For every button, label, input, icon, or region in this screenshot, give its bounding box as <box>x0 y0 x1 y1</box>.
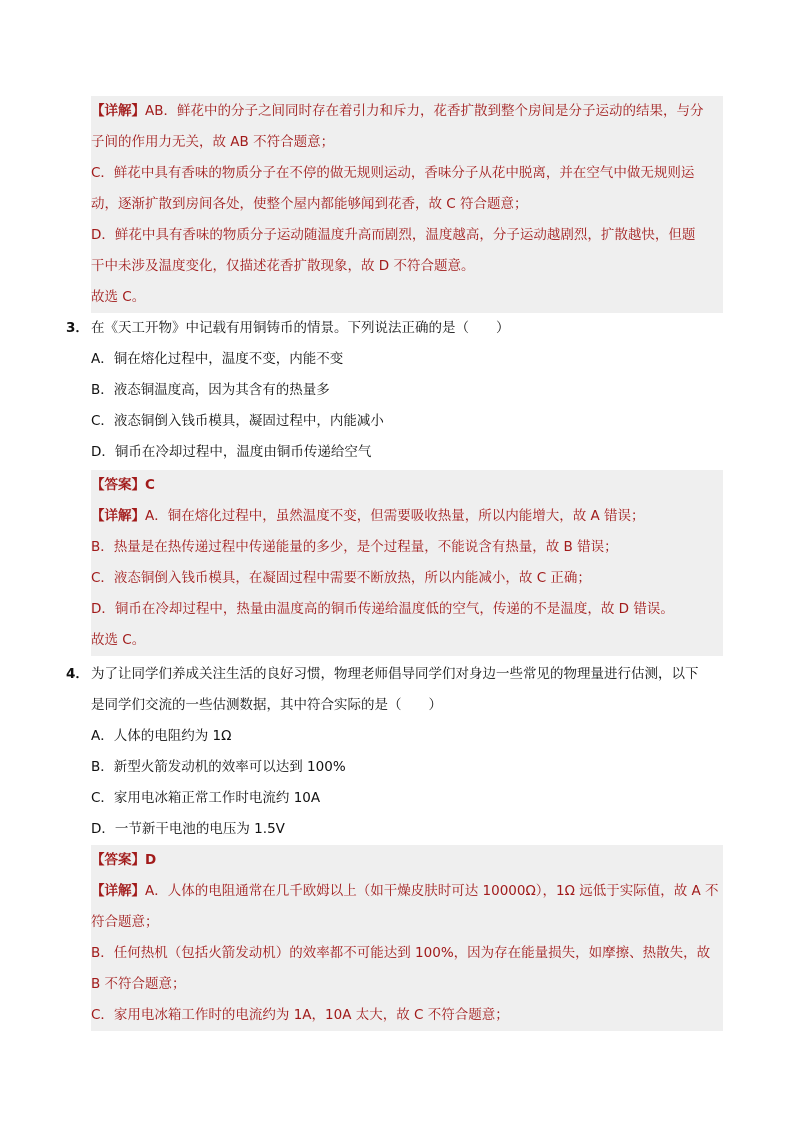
q3-option-c: C．液态铜倒入钱币模具，凝固过程中，内能减小 <box>91 413 384 429</box>
q4-option-c: C．家用电冰箱正常工作时电流约 10A <box>91 790 321 806</box>
q4-stem-line-1: 为了让同学们养成关注生活的良好习惯，物理老师倡导同学们对身边一些常见的物理量进行估测，以下 <box>91 666 699 682</box>
q4-explanation-line-3: B．任何热机（包括火箭发动机）的效率都不可能达到 100%，因为存在能量损失，如摩擦、热散失，故 <box>91 938 723 969</box>
q4-option-a: A．人体的电阻约为 1Ω <box>91 728 232 744</box>
q3-answer-label: 【答案】 <box>91 477 145 493</box>
q3-answer-line <box>91 470 723 501</box>
q4-option-b: B．新型火箭发动机的效率可以达到 100% <box>91 759 346 775</box>
q3-number: 3． <box>66 320 89 336</box>
q2-explanation-line-2: 子间的作用力无关，故 AB 不符合题意； <box>91 127 723 158</box>
q2-explanation-line-3: C．鲜花中具有香味的物质分子在不停的做无规则运动，香味分子从花中脱离，并在空气中做无规则运 <box>91 158 723 189</box>
q2-explanation-label: 【详解】 <box>91 103 145 119</box>
q4-answer-value: D <box>145 852 157 868</box>
q3-explanation-line-5: 故选 C。 <box>91 625 723 656</box>
q4-number: 4． <box>66 666 89 682</box>
q2-explanation-line-6: 干中未涉及温度变化，仅描述花香扩散现象，故 D 不符合题意。 <box>91 251 723 282</box>
q3-option-a: A．铜在熔化过程中，温度不变，内能不变 <box>91 351 344 367</box>
q3-option-b: B．液态铜温度高，因为其含有的热量多 <box>91 382 330 398</box>
q4-stem-line-2: 是同学们交流的一些估测数据，其中符合实际的是（ ） <box>91 697 442 713</box>
q3-option-d: D．铜币在冷却过程中，温度由铜币传递给空气 <box>91 444 372 460</box>
q4-explanation-text-1: A．人体的电阻通常在几千欧姆以上（如干燥皮肤时可达 10000Ω），1Ω 远低于实际值，故 A 不 <box>145 883 719 899</box>
q4-explanation-line-4: B 不符合题意； <box>91 969 723 1000</box>
q4-explanation-line-1 <box>91 876 723 907</box>
q4-explanation-line-2: 符合题意； <box>91 907 723 938</box>
q3-answer-value: C <box>145 477 155 493</box>
q4-answer-label: 【答案】 <box>91 852 145 868</box>
q2-explanation-line-4: 动，逐渐扩散到房间各处，使整个屋内都能够闻到花香，故 C 符合题意； <box>91 189 723 220</box>
q4-explanation-label: 【详解】 <box>91 883 145 899</box>
q3-explanation-line-1 <box>91 501 723 532</box>
q2-explanation-line-1 <box>91 96 723 127</box>
q3-explanation-line-2: B．热量是在热传递过程中传递能量的多少，是个过程量，不能说含有热量，故 B 错误； <box>91 532 723 563</box>
q3-explanation-line-3: C．液态铜倒入钱币模具，在凝固过程中需要不断放热，所以内能减小，故 C 正确； <box>91 563 723 594</box>
q3-explanation-line-4: D．铜币在冷却过程中，热量由温度高的铜币传递给温度低的空气，传递的不是温度，故 D 错误。 <box>91 594 723 625</box>
q4-option-d: D．一节新干电池的电压为 1.5V <box>91 821 285 837</box>
q2-explanation-line-5: D．鲜花中具有香味的物质分子运动随温度升高而剧烈，温度越高，分子运动越剧烈，扩散越快，但题 <box>91 220 723 251</box>
q3-explanation-text-1: A．铜在熔化过程中，虽然温度不变，但需要吸收热量，所以内能增大，故 A 错误； <box>145 508 645 524</box>
q2-explanation-line-7: 故选 C。 <box>91 282 723 313</box>
q3-stem: 在《天工开物》中记载有用铜铸币的情景。下列说法正确的是（ ） <box>91 320 510 336</box>
q3-explanation-label: 【详解】 <box>91 508 145 524</box>
q4-explanation-line-5: C．家用电冰箱工作时的电流约为 1A，10A 太大，故 C 不符合题意； <box>91 1000 723 1031</box>
q4-answer-line <box>91 845 723 876</box>
q2-explanation-text-1: AB．鲜花中的分子之间同时存在着引力和斥力，花香扩散到整个房间是分子运动的结果，与分 <box>145 103 704 119</box>
